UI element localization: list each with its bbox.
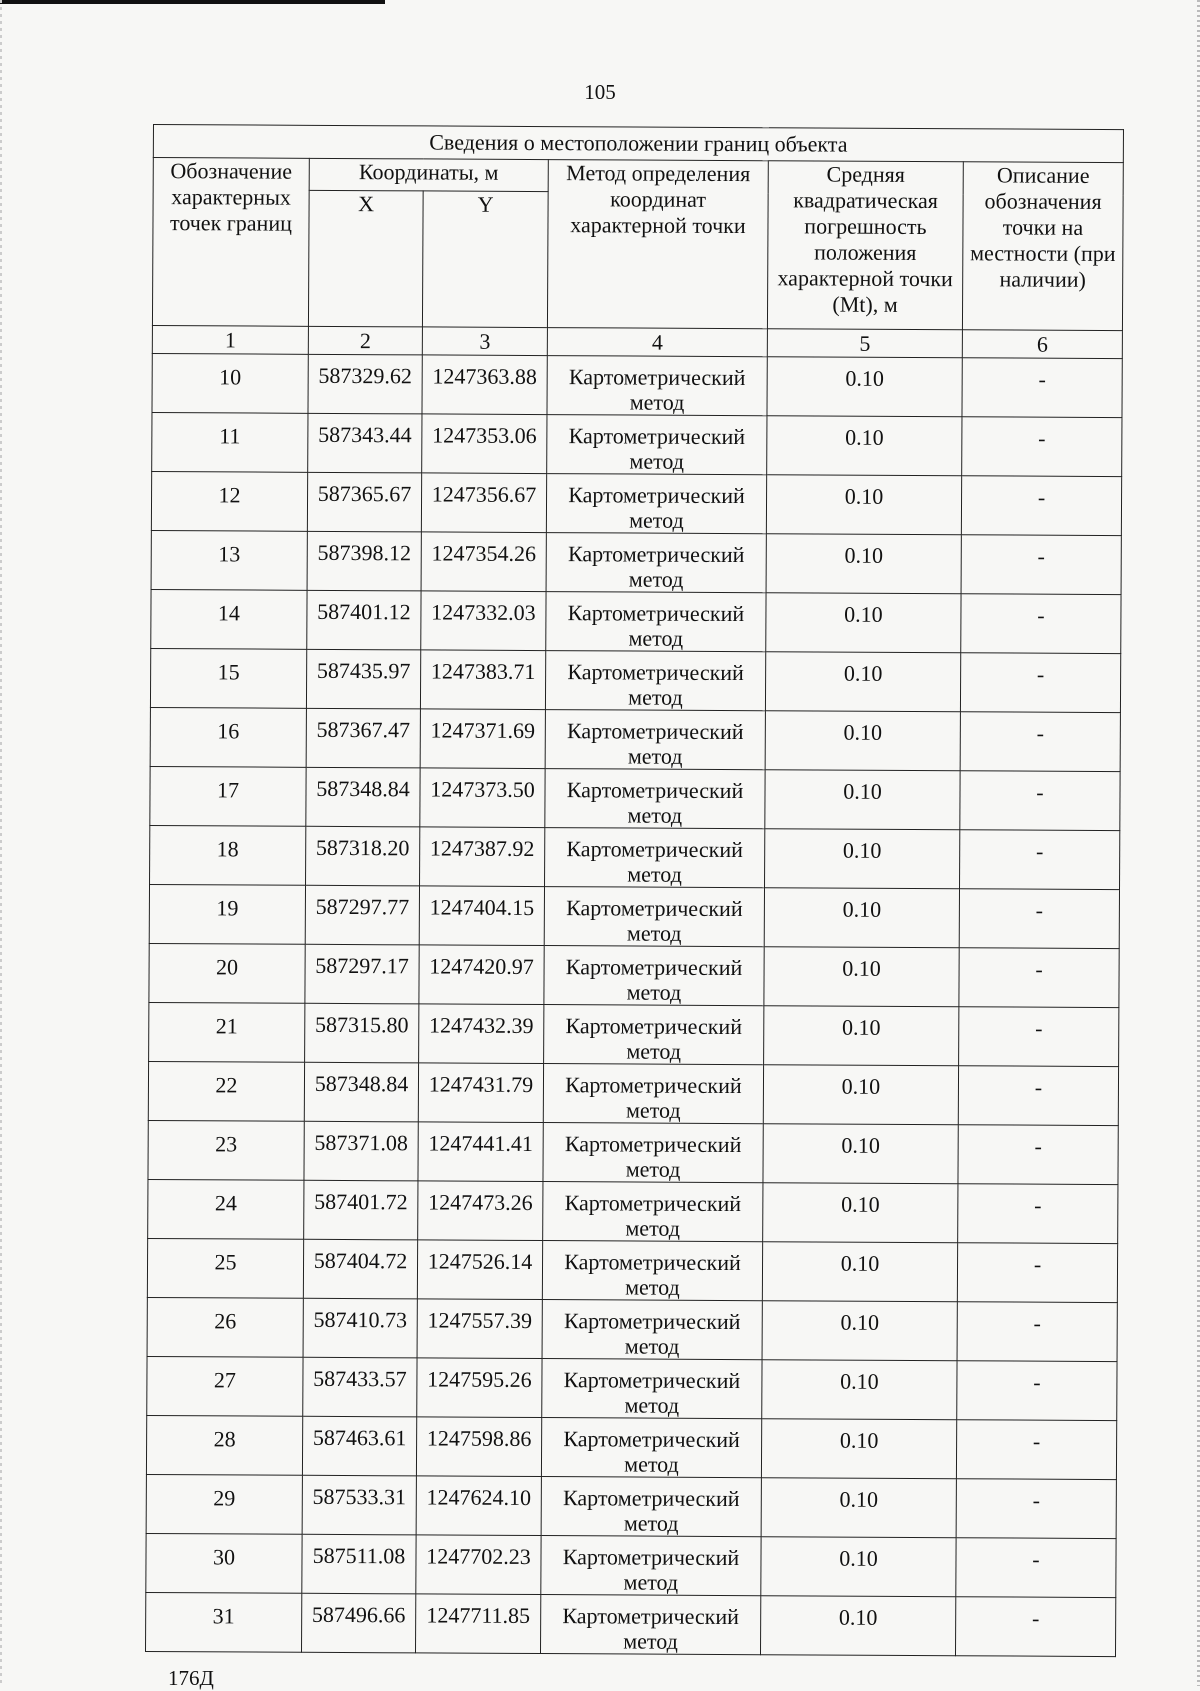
- method-cell: Картометрический метод: [543, 1123, 763, 1183]
- x-coordinate-cell: 587533.31: [302, 1475, 416, 1535]
- x-coordinate-cell: 587329.62: [308, 354, 422, 414]
- table-row: [146, 1533, 1116, 1597]
- description-cell: -: [958, 1125, 1118, 1185]
- x-coordinate-cell: 587297.17: [305, 944, 419, 1004]
- method-cell: Картометрический метод: [543, 1064, 763, 1124]
- boundary-coordinates-table: [145, 124, 1124, 1657]
- x-coordinate-cell: 587297.77: [305, 885, 419, 945]
- x-coordinate-cell: 587398.12: [307, 531, 421, 591]
- description-cell: -: [957, 1243, 1117, 1303]
- description-cell: -: [956, 1538, 1116, 1598]
- point-cell: 20: [149, 943, 305, 1003]
- description-cell: -: [955, 1597, 1115, 1657]
- point-cell: 11: [152, 412, 308, 472]
- method-cell: Картометрический метод: [547, 356, 767, 416]
- description-cell: -: [958, 1184, 1118, 1244]
- y-coordinate-cell: 1247332.03: [421, 591, 546, 651]
- method-cell: Картометрический метод: [546, 474, 766, 534]
- description-cell: -: [957, 1361, 1117, 1421]
- error-cell: 0.10: [764, 888, 959, 948]
- error-cell: 0.10: [761, 1537, 956, 1597]
- description-cell: -: [958, 1066, 1118, 1126]
- description-cell: -: [960, 712, 1120, 772]
- description-cell: -: [957, 1302, 1117, 1362]
- error-cell: 0.10: [766, 593, 961, 653]
- table-row: [148, 1120, 1118, 1184]
- method-cell: Картометрический метод: [546, 592, 766, 652]
- error-cell: 0.10: [765, 829, 960, 889]
- method-cell: Картометрический метод: [546, 533, 766, 593]
- y-coordinate-cell: 1247624.10: [416, 1476, 541, 1536]
- y-coordinate-cell: 1247702.23: [416, 1535, 541, 1595]
- point-cell: 13: [151, 530, 307, 590]
- error-cell: 0.10: [765, 652, 960, 712]
- error-cell: 0.10: [766, 475, 961, 535]
- method-cell: Картометрический метод: [543, 1182, 763, 1242]
- error-cell: 0.10: [760, 1596, 955, 1656]
- footer-code: 176Д: [168, 1666, 214, 1690]
- y-coordinate-cell: 1247420.97: [419, 945, 544, 1005]
- table-row: [148, 1179, 1118, 1243]
- x-coordinate-cell: 587365.67: [307, 472, 421, 532]
- y-coordinate-cell: 1247473.26: [418, 1181, 543, 1241]
- y-coordinate-cell: 1247404.15: [419, 886, 544, 946]
- table-row: [149, 1002, 1119, 1066]
- point-cell: 27: [147, 1356, 303, 1416]
- error-cell: 0.10: [764, 947, 959, 1007]
- y-coordinate-cell: 1247441.41: [418, 1122, 543, 1182]
- table-row: [146, 1415, 1116, 1479]
- error-cell: 0.10: [765, 711, 960, 771]
- description-cell: -: [960, 653, 1120, 713]
- table-row: [151, 471, 1121, 535]
- method-cell: Картометрический метод: [544, 946, 764, 1006]
- y-coordinate-cell: 1247526.14: [417, 1240, 542, 1300]
- error-cell: 0.10: [762, 1301, 957, 1361]
- column-number: 5: [767, 329, 962, 358]
- point-cell: 16: [150, 707, 306, 767]
- point-cell: 21: [149, 1002, 305, 1062]
- y-coordinate-cell: 1247371.69: [420, 709, 545, 769]
- error-cell: 0.10: [764, 1006, 959, 1066]
- header-method: Метод определения координат характерной точки: [547, 160, 768, 329]
- header-error: Средняя квадратическая погрешность положения характерной точки (Mt), м: [767, 161, 963, 330]
- description-cell: -: [956, 1420, 1116, 1480]
- point-cell: 14: [151, 589, 307, 649]
- table-row: [147, 1297, 1117, 1361]
- point-cell: 26: [147, 1297, 303, 1357]
- table-row: [149, 943, 1119, 1007]
- table-row: [152, 353, 1122, 417]
- y-coordinate-cell: 1247383.71: [420, 650, 545, 710]
- table-row: [150, 766, 1120, 830]
- description-cell: -: [961, 476, 1121, 536]
- point-cell: 22: [148, 1061, 304, 1121]
- table-row: [151, 530, 1121, 594]
- table-row: [150, 648, 1120, 712]
- method-cell: Картометрический метод: [542, 1359, 762, 1419]
- error-cell: 0.10: [765, 770, 960, 830]
- description-cell: -: [956, 1479, 1116, 1539]
- table-row: [150, 707, 1120, 771]
- error-cell: 0.10: [766, 534, 961, 594]
- point-cell: 17: [150, 766, 306, 826]
- scan-top-rule: [0, 0, 385, 4]
- description-cell: -: [962, 417, 1122, 477]
- method-cell: Картометрический метод: [540, 1595, 760, 1655]
- error-cell: 0.10: [762, 1242, 957, 1302]
- description-cell: -: [959, 889, 1119, 949]
- description-cell: -: [960, 830, 1120, 890]
- x-coordinate-cell: 587463.61: [302, 1416, 416, 1476]
- page-number: 105: [584, 80, 616, 104]
- header-y: Y: [422, 191, 548, 328]
- x-coordinate-cell: 587367.47: [306, 708, 420, 768]
- y-coordinate-cell: 1247598.86: [416, 1417, 541, 1477]
- x-coordinate-cell: 587404.72: [303, 1239, 417, 1299]
- y-coordinate-cell: 1247354.26: [421, 532, 546, 592]
- header-point: Обозначение характерных точек границ: [152, 158, 309, 327]
- table-row: [152, 412, 1122, 476]
- column-number: 2: [308, 326, 422, 355]
- y-coordinate-cell: 1247387.92: [420, 827, 545, 887]
- point-cell: 10: [152, 353, 308, 413]
- table-row: [147, 1356, 1117, 1420]
- point-cell: 12: [151, 471, 307, 531]
- header-description: Описание обозначения точки на местности (при наличии): [962, 162, 1123, 331]
- table-row: [146, 1474, 1116, 1538]
- error-cell: 0.10: [761, 1478, 956, 1538]
- x-coordinate-cell: 587318.20: [306, 826, 420, 886]
- method-cell: Картометрический метод: [542, 1300, 762, 1360]
- point-cell: 15: [150, 648, 306, 708]
- y-coordinate-cell: 1247373.50: [420, 768, 545, 828]
- y-coordinate-cell: 1247431.79: [418, 1063, 543, 1123]
- y-coordinate-cell: 1247432.39: [419, 1004, 544, 1064]
- point-cell: 31: [146, 1592, 302, 1652]
- y-coordinate-cell: 1247557.39: [417, 1299, 542, 1359]
- x-coordinate-cell: 587348.84: [304, 1062, 418, 1122]
- table-row: [149, 884, 1119, 948]
- x-coordinate-cell: 587511.08: [302, 1534, 416, 1594]
- point-cell: 25: [147, 1238, 303, 1298]
- point-cell: 30: [146, 1533, 302, 1593]
- point-cell: 18: [150, 825, 306, 885]
- description-cell: -: [960, 771, 1120, 831]
- method-cell: Картометрический метод: [547, 415, 767, 475]
- table-row: [148, 1061, 1118, 1125]
- table-row: [151, 589, 1121, 653]
- x-coordinate-cell: 587496.66: [301, 1593, 415, 1653]
- x-coordinate-cell: 587401.12: [307, 590, 421, 650]
- error-cell: 0.10: [762, 1360, 957, 1420]
- y-coordinate-cell: 1247595.26: [417, 1358, 542, 1418]
- point-cell: 29: [146, 1474, 302, 1534]
- method-cell: Картометрический метод: [545, 710, 765, 770]
- column-number: 1: [152, 325, 308, 354]
- point-cell: 19: [149, 884, 305, 944]
- scan-left-edge: [0, 0, 2, 1686]
- column-number: 3: [422, 327, 547, 356]
- point-cell: 23: [148, 1120, 304, 1180]
- x-coordinate-cell: 587343.44: [308, 413, 422, 473]
- description-cell: -: [959, 1007, 1119, 1067]
- x-coordinate-cell: 587410.73: [303, 1298, 417, 1358]
- x-coordinate-cell: 587348.84: [306, 767, 420, 827]
- x-coordinate-cell: 587433.57: [303, 1357, 417, 1417]
- error-cell: 0.10: [767, 416, 962, 476]
- y-coordinate-cell: 1247356.67: [421, 473, 546, 533]
- method-cell: Картометрический метод: [542, 1241, 762, 1301]
- column-number: 6: [962, 330, 1122, 359]
- error-cell: 0.10: [763, 1183, 958, 1243]
- table-row: [147, 1238, 1117, 1302]
- method-cell: Картометрический метод: [541, 1536, 761, 1596]
- method-cell: Картометрический метод: [545, 651, 765, 711]
- x-coordinate-cell: 587371.08: [304, 1121, 418, 1181]
- error-cell: 0.10: [761, 1419, 956, 1479]
- description-cell: -: [961, 594, 1121, 654]
- x-coordinate-cell: 587435.97: [306, 649, 420, 709]
- y-coordinate-cell: 1247353.06: [422, 414, 547, 474]
- y-coordinate-cell: 1247363.88: [422, 355, 547, 415]
- table-title: Сведения о местоположении границ объекта: [153, 125, 1123, 163]
- table-row: [146, 1592, 1116, 1656]
- point-cell: 28: [146, 1415, 302, 1475]
- header-x: X: [308, 190, 423, 327]
- description-cell: -: [959, 948, 1119, 1008]
- x-coordinate-cell: 587315.80: [305, 1003, 419, 1063]
- method-cell: Картометрический метод: [541, 1418, 761, 1478]
- column-number: 4: [547, 328, 767, 357]
- method-cell: Картометрический метод: [544, 887, 764, 947]
- description-cell: -: [962, 358, 1122, 418]
- x-coordinate-cell: 587401.72: [304, 1180, 418, 1240]
- point-cell: 24: [148, 1179, 304, 1239]
- y-coordinate-cell: 1247711.85: [415, 1594, 540, 1654]
- method-cell: Картометрический метод: [544, 1005, 764, 1065]
- error-cell: 0.10: [767, 357, 962, 417]
- method-cell: Картометрический метод: [541, 1477, 761, 1537]
- method-cell: Картометрический метод: [545, 769, 765, 829]
- method-cell: Картометрический метод: [545, 828, 765, 888]
- table-row: [150, 825, 1120, 889]
- header-coords: Координаты, м: [309, 158, 548, 191]
- description-cell: -: [961, 535, 1121, 595]
- error-cell: 0.10: [763, 1124, 958, 1184]
- error-cell: 0.10: [763, 1065, 958, 1125]
